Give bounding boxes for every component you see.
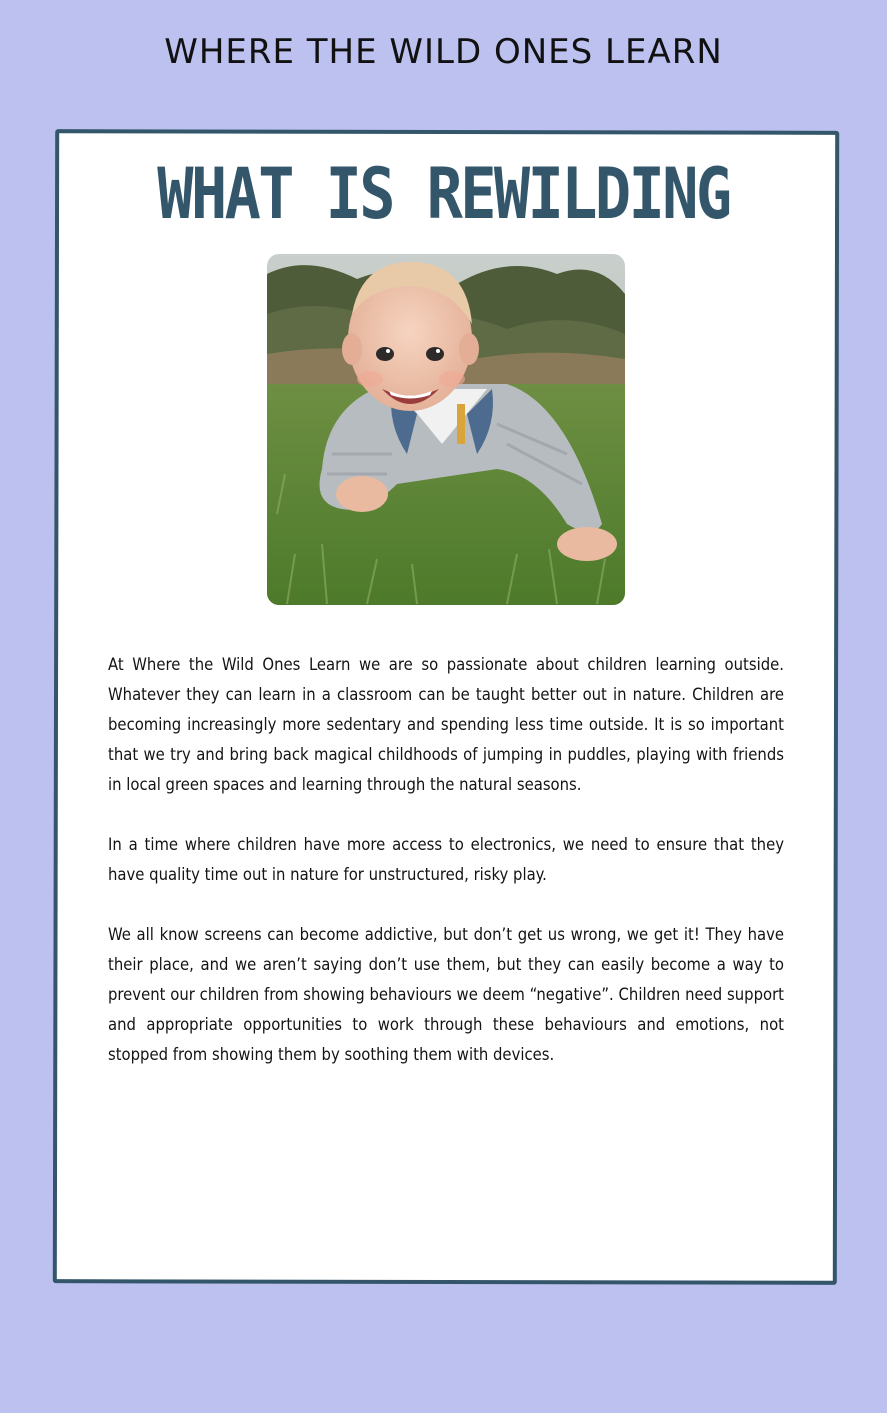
paragraph-3: We all know screens can become addictive, but don’t get us wrong, we get it! They have their place, and we aren’t saying don’t use them, but they can easily become a way to prevent our children from showing behaviours we deem “negative”. Children need support and appropriate opportunities to work through these behaviours and emotions, not stopped from showing them by soothing them with devices. — [108, 925, 784, 1064]
baby-photo — [267, 254, 625, 605]
site-title: WHERE THE WILD ONES LEARN — [164, 32, 723, 72]
page-title: WHAT IS REWILDING — [157, 153, 730, 235]
article-body — [108, 650, 784, 1100]
paragraph-2: In a time where children have more access to electronics, we need to ensure that they have quality time out in nature for unstructured, risky play. — [108, 835, 784, 884]
paragraph-1: At Where the Wild Ones Learn we are so passionate about children learning outside. Whatever they can learn in a classroom can be taught better out in nature. Children are becoming increasingly more sedentary and spending less time outside. It is so important that we try and bring back magical childhoods of jumping in puddles, playing with friends in local green spaces and learning through the natural seasons. — [108, 655, 784, 794]
